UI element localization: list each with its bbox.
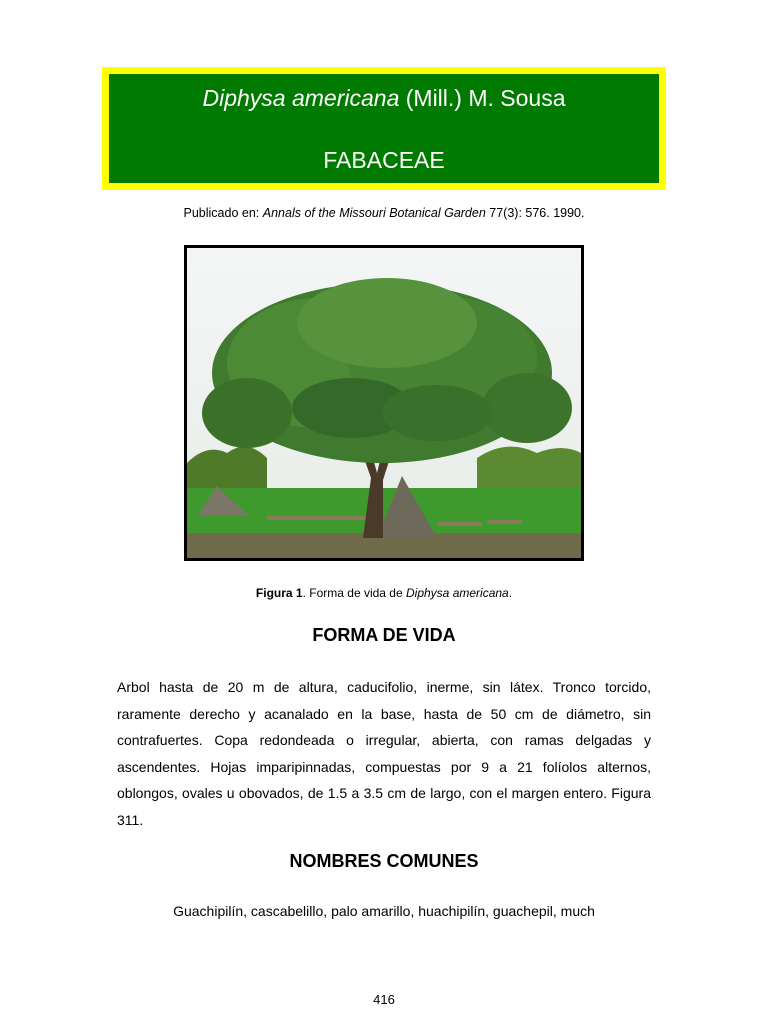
figure-species: Diphysa americana — [406, 586, 509, 600]
page-number: 416 — [373, 992, 395, 1007]
title-banner-inner — [109, 74, 659, 183]
species-title — [202, 84, 565, 112]
heading-forma-de-vida: FORMA DE VIDA — [312, 625, 456, 645]
forma-de-vida-text: Arbol hasta de 20 m de altura, caducifolio, inerme, sin látex. Tronco torcido, raramente derecho y acanalado en la base, hasta de 50 cm de diámetro, sin contrafuertes. Copa redondeada o irregular, abierta, con ramas delgadas y ascendentes. Hojas imparipinnadas, compuestas por 9 a 21 folíolos alternos, oblongos, ovales u obovados, de 1.5 a 3.5 cm de largo, con el margen entero. Figura 311. — [117, 679, 651, 828]
figure-caption — [0, 586, 768, 600]
species-authority: (Mill.) M. Sousa — [399, 84, 566, 111]
heading-nombres-comunes: NOMBRES COMUNES — [289, 851, 479, 871]
family-name: FABACEAE — [323, 146, 445, 173]
figure-label: Figura 1 — [255, 586, 303, 600]
publication-line — [0, 206, 768, 220]
tree-photo-illustration — [187, 248, 581, 558]
figure-end: . — [508, 586, 513, 600]
publication-journal: Annals of the Missouri Botanical Garden — [262, 206, 486, 220]
nombres-comunes-text: Guachipilín, cascabelillo, palo amarillo, huachipilín, guachepil, much — [173, 903, 595, 919]
title-banner — [102, 67, 666, 190]
publication-prefix: Publicado en: — [183, 206, 263, 220]
figure-text: . Forma de vida de — [302, 586, 406, 600]
tree-photo — [184, 245, 584, 561]
publication-details: 77(3): 576. 1990. — [485, 206, 585, 220]
species-name: Diphysa americana — [202, 84, 400, 111]
